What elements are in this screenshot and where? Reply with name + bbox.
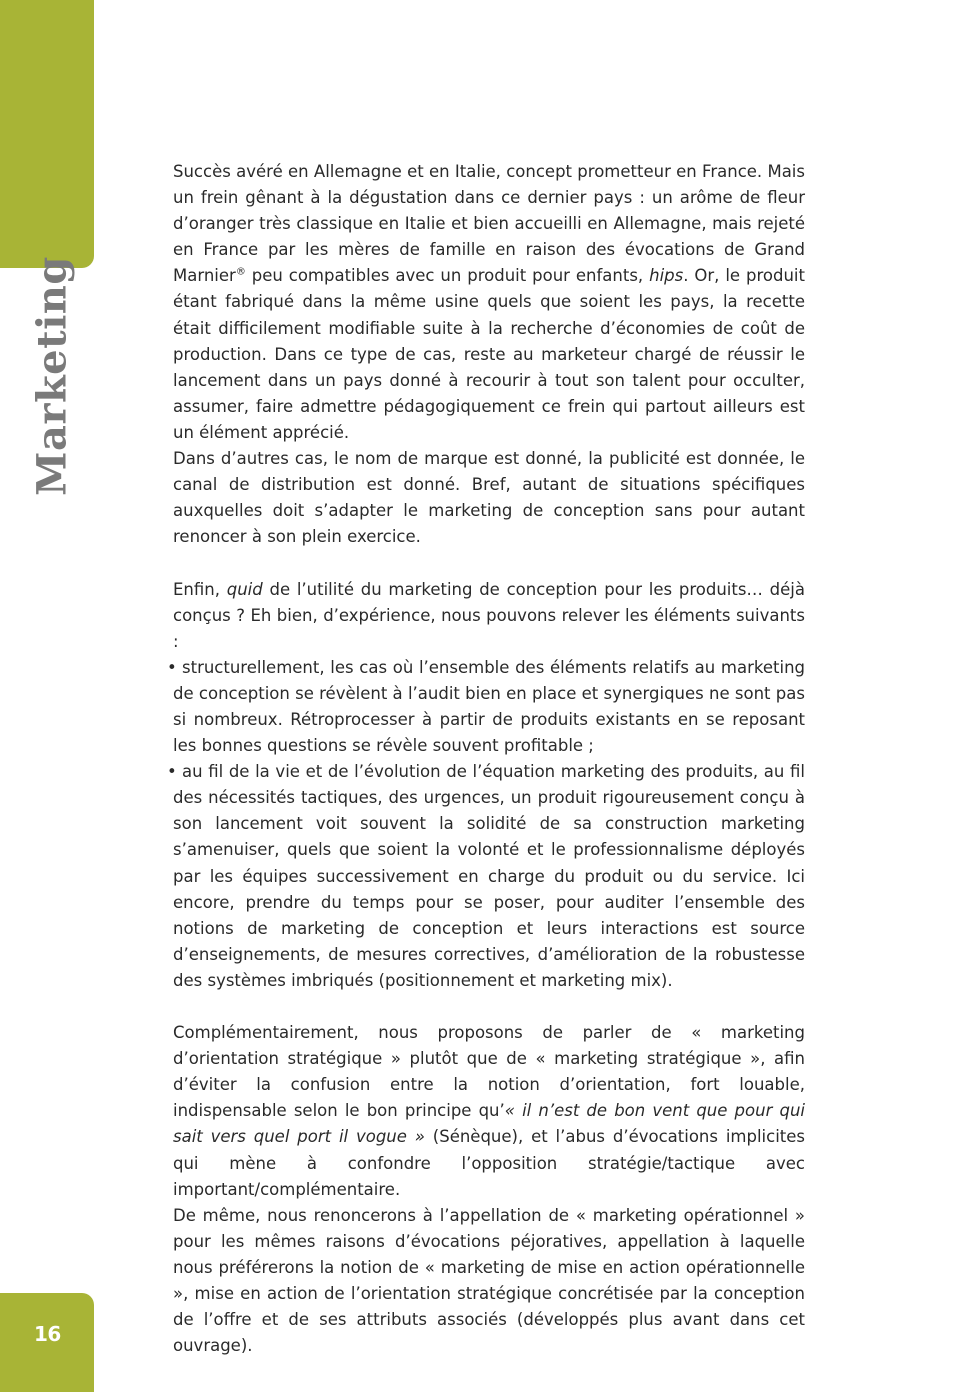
paragraph-5: De même, nous renoncerons à l’appellation de « marketing opérationnel » pour les mêmes raisons d’évocations péjoratives, appellation à laquelle nous préférerons la notion de « marketing de mise en action opérationnelle », mise en action de l’orientation stratégique concrétisée par la conception de l’offre et de ses attributs associés (développés plus avant dans cet ouvrage). xyxy=(173,1205,805,1356)
bullet-icon: • xyxy=(167,762,177,782)
paragraph-gap xyxy=(173,994,805,1020)
paragraph-1: Succès avéré en Allemagne et en Italie, concept prometteur en France. Mais un frein gênant à la dégustation dans ce dernier pays : un arôme de fleur d’oranger très classique en Italie et bien accueilli en Allemagne, mais rejeté en France par les mères de famille en raison des évocations de Grand Marnier® peu compatibles avec un produit pour enfants, hips. Or, le produit étant fabriqué dans la même usine quels que soient les pays, la recette était difficilement modifiable suite à la recherche d’économies de coût de production. Dans ce type de cas, reste au marketeur chargé de réussir le lancement dans un pays donné à recourir à tout son talent pour occulter, assumer, faire admettre pédagogiquement ce frein qui partout ailleurs est un élément apprécié. xyxy=(173,162,805,442)
paragraph-2: Dans d’autres cas, le nom de marque est donné, la publicité est donnée, le canal de distribution est donné. Bref, autant de situations spécifiques auxquelles doit s’adapter le marketing de conception sans pour autant renoncer à son plein exercice. xyxy=(173,449,805,547)
body-text xyxy=(167,159,805,1359)
list-item: • structurellement, les cas où l’ensemble des éléments relatifs au marketing de conception se révèlent à l’audit bien en place et synergiques ne sont pas si nombreux. Rétroprocesser à partir de produits existants en se reposant les bonnes questions se révèle souvent profitable ; xyxy=(173,655,805,759)
bullet-list xyxy=(167,655,805,994)
paragraph-gap xyxy=(173,550,805,576)
bullet-icon: • xyxy=(167,657,177,677)
list-item: • au fil de la vie et de l’évolution de l’équation marketing des produits, au fil des nécessités tactiques, des urgences, un produit rigoureusement conçu à son lancement voit souvent la solidité de sa construction marketing s’amenuiser, quels que soient la volonté et le professionnalisme déployés par les équipes successivement en charge du produit ou du service. Ici encore, prendre du temps pour se poser, pour auditer l’ensemble des notions de marketing de conception et leurs interactions est source d’enseignements, de mesures correctives, d’amélioration de la robustesse des systèmes imbriqués (positionnement et marketing mix). xyxy=(173,759,805,994)
paragraph-3: Enfin, quid de l’utilité du marketing de conception pour les produits… déjà conçus ? Eh bien, d’expérience, nous pouvons relever les éléments suivants : xyxy=(173,579,805,651)
sidebar-tab-top xyxy=(0,0,94,268)
page-number: 16 xyxy=(34,1322,61,1346)
paragraph-4: Complémentairement, nous proposons de parler de « marketing d’orientation stratégique » plutôt que de « marketing stratégique », afin d’éviter la confusion entre la notion d’orientation, fort louable, indispensable selon le bon principe qu’« il n’est de bon vent que pour qui sait vers quel port il vogue » (Sénèque), et l’abus d’évocations implicites qui mène à confondre l’opposition stratégie/tactique avec important/complémentaire. xyxy=(173,1023,805,1199)
section-label: Marketing xyxy=(28,256,76,496)
